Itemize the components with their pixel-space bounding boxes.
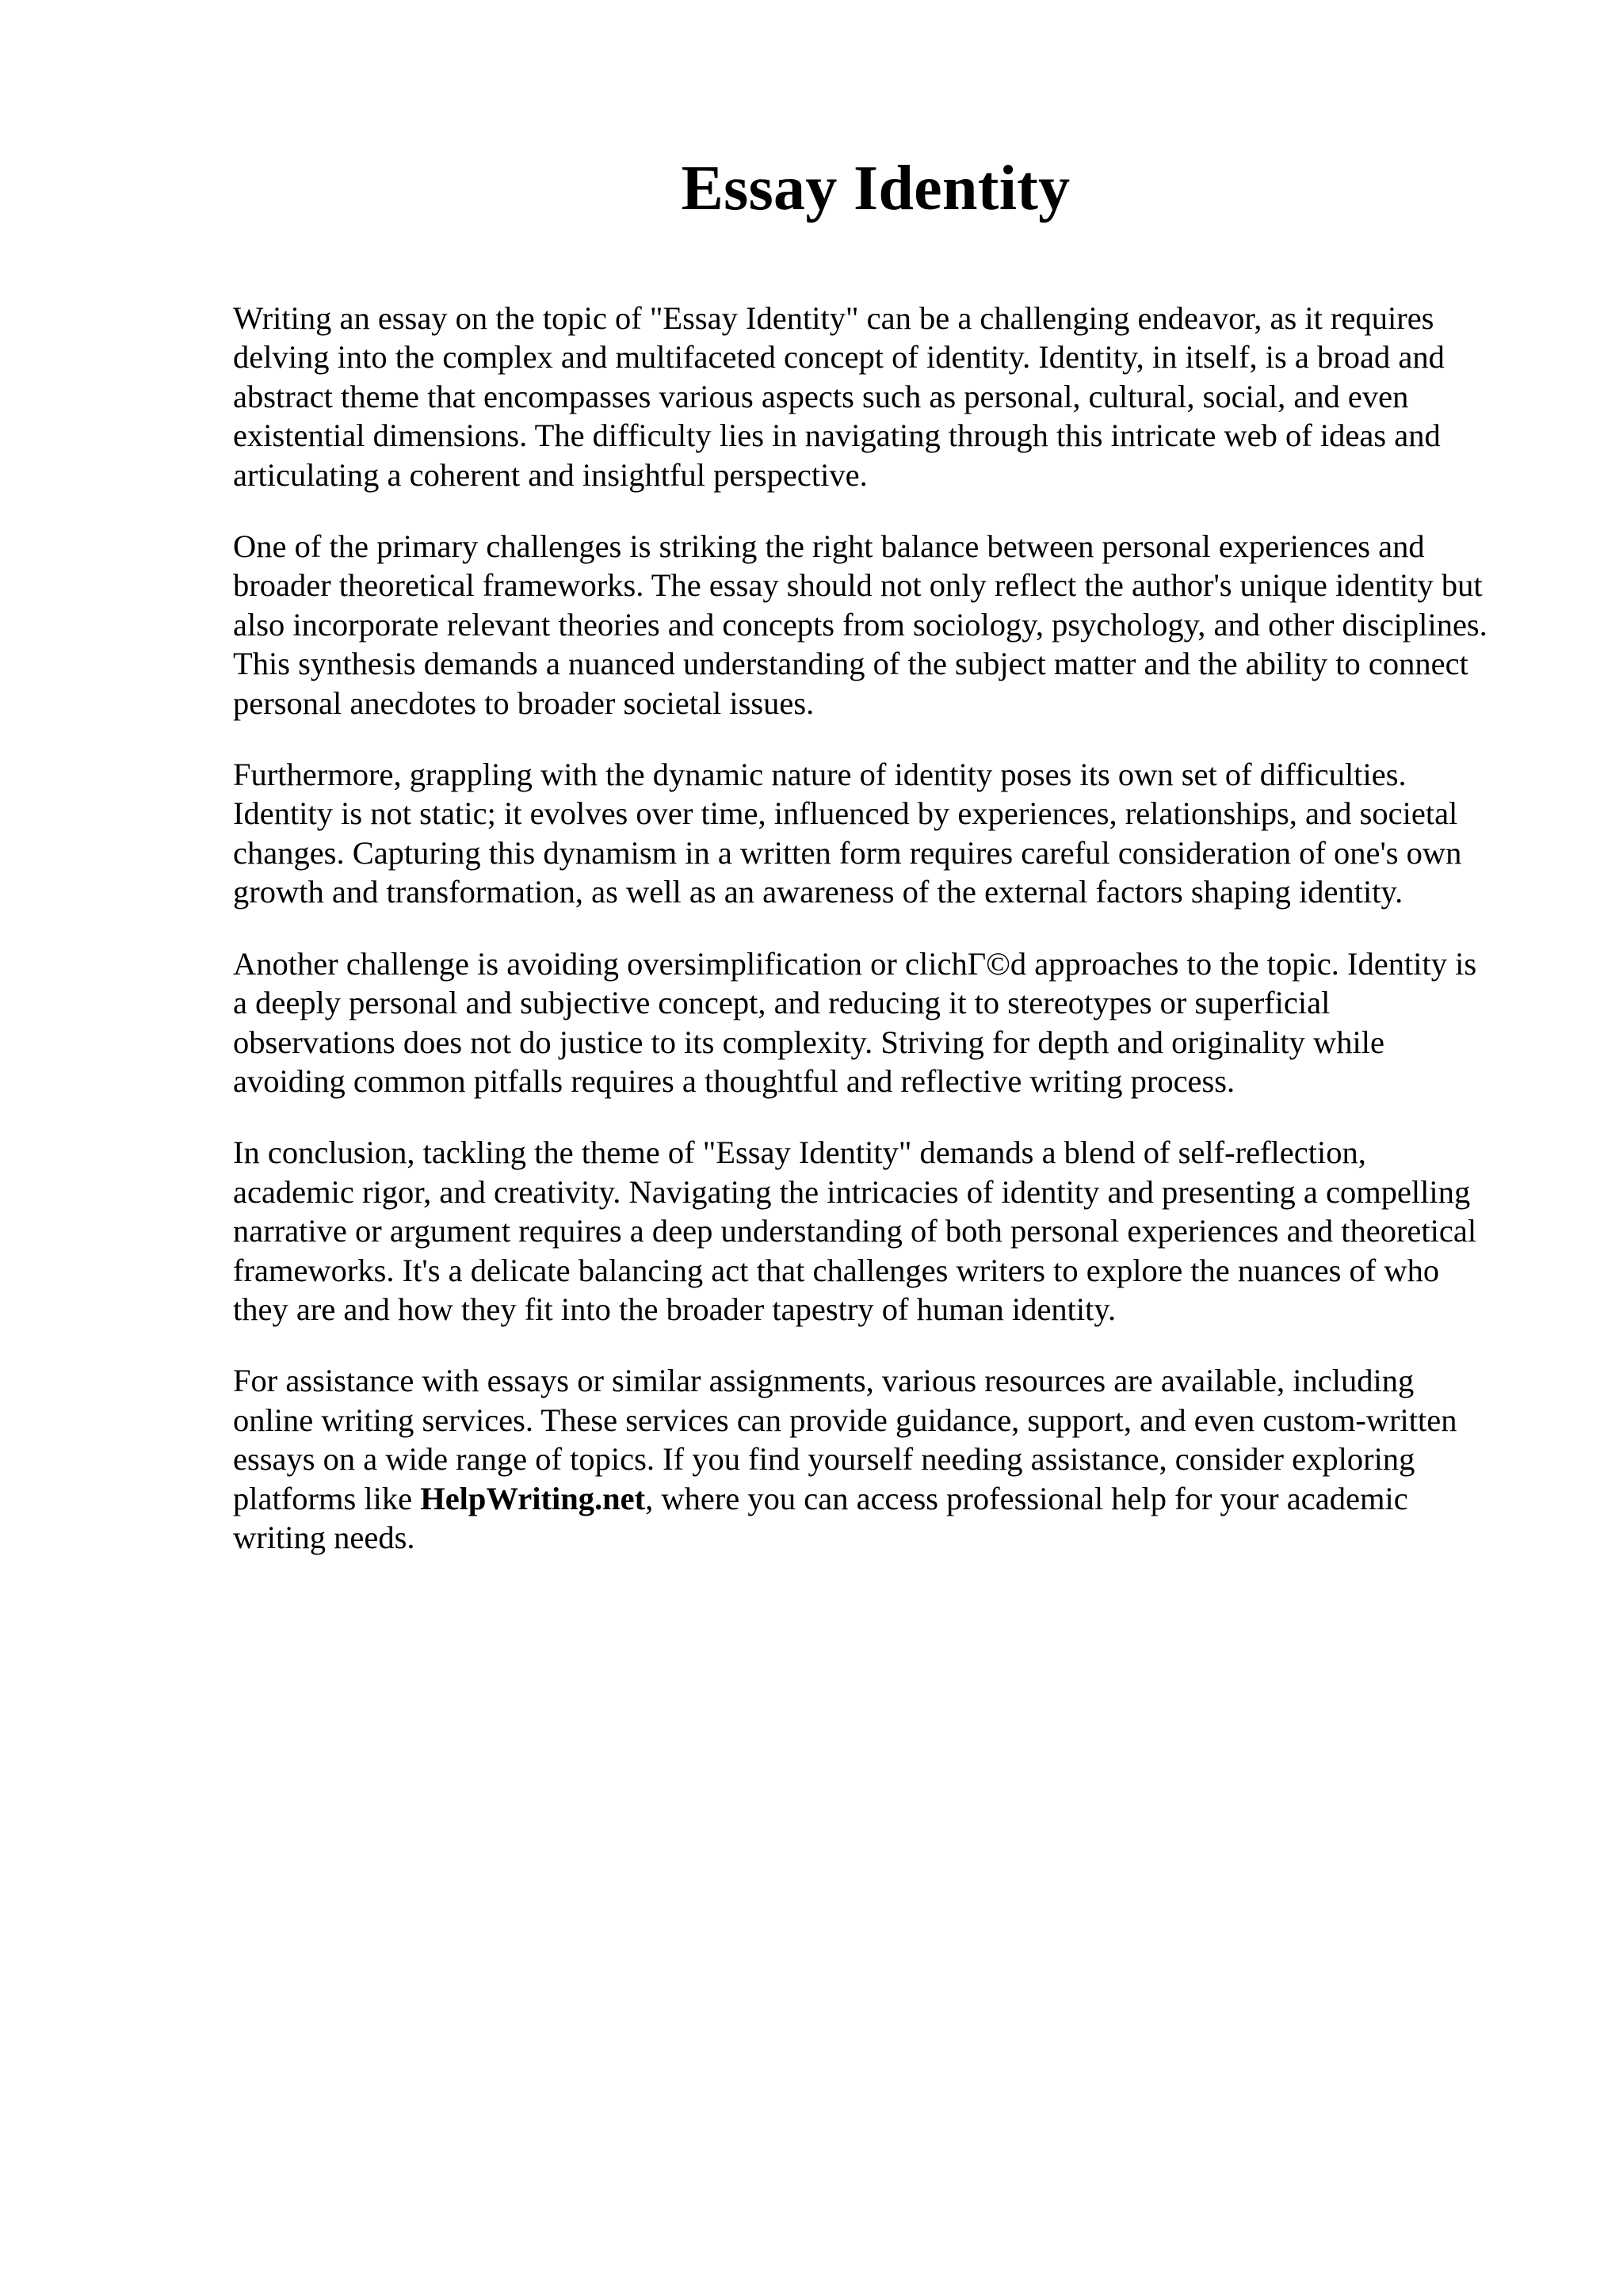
paragraph-line: they are and how they fit into the broader tapestry of human identity. <box>233 1291 1117 1327</box>
paragraph-line: articulating a coherent and insightful perspective. <box>233 456 868 493</box>
paragraph-line: personal anecdotes to broader societal issues. <box>233 685 815 721</box>
paragraph-3 <box>233 755 1533 912</box>
helpwriting-link[interactable]: HelpWriting.net <box>420 1480 646 1516</box>
paragraph-line: Identity is not static; it evolves over time, influenced by experiences, relationships, and societal <box>233 795 1458 832</box>
paragraph-line: One of the primary challenges is striking the right balance between personal experiences and <box>233 528 1425 565</box>
paragraph-line: frameworks. It's a delicate balancing act that challenges writers to explore the nuances of who <box>233 1252 1440 1288</box>
paragraph-line: also incorporate relevant theories and concepts from sociology, psychology, and other disciplines. <box>233 606 1487 643</box>
paragraph-line: For assistance with essays or similar assignments, various resources are available, including <box>233 1363 1415 1399</box>
paragraph-line: narrative or argument requires a deep understanding of both personal experiences and theoretical <box>233 1213 1477 1249</box>
paragraph-line: avoiding common pitfalls requires a thoughtful and reflective writing process. <box>233 1062 1235 1099</box>
closing-text-after-link: , where you can access professional help for your academic <box>645 1480 1408 1516</box>
page-title: Essay Identity <box>681 154 1071 223</box>
essay-body <box>233 299 1533 1589</box>
paragraph-line: writing needs. <box>233 1519 415 1555</box>
paragraph-line: Furthermore, grappling with the dynamic nature of identity poses its own set of difficulties. <box>233 757 1407 793</box>
paragraph-line: This synthesis demands a nuanced understanding of the subject matter and the ability to connect <box>233 646 1468 682</box>
paragraph-2 <box>233 527 1533 723</box>
paragraph-line: changes. Capturing this dynamism in a written form requires careful consideration of one's own <box>233 834 1462 871</box>
paragraph-1 <box>233 299 1533 494</box>
paragraph-line: Writing an essay on the topic of "Essay Identity" can be a challenging endeavor, as it requires <box>233 300 1434 336</box>
paragraph-line: In conclusion, tackling the theme of "Essay Identity" demands a blend of self-reflection, <box>233 1135 1366 1171</box>
paragraph-line: broader theoretical frameworks. The essay should not only reflect the author's unique identity but <box>233 567 1483 604</box>
paragraph-line: abstract theme that encompasses various aspects such as personal, cultural, social, and even <box>233 378 1409 414</box>
paragraph-line: growth and transformation, as well as an awareness of the external factors shaping identity. <box>233 874 1403 910</box>
paragraph-line: delving into the complex and multifaceted concept of identity. Identity, in itself, is a broad and <box>233 339 1445 376</box>
paragraph-line: academic rigor, and creativity. Navigating the intricacies of identity and presenting a compelling <box>233 1173 1471 1210</box>
paragraph-line: online writing services. These services can provide guidance, support, and even custom-written <box>233 1402 1457 1438</box>
paragraph-line <box>233 1479 1533 1518</box>
closing-text-before-link: platforms like <box>233 1480 421 1516</box>
paragraph-line: Another challenge is avoiding oversimplification or clichΓ©d approaches to the topic. Identity is <box>233 945 1477 982</box>
paragraph-line: essays on a wide range of topics. If you find yourself needing assistance, consider exploring <box>233 1441 1415 1478</box>
paragraph-line: existential dimensions. The difficulty lies in navigating through this intricate web of ideas and <box>233 418 1441 454</box>
paragraph-line: a deeply personal and subjective concept, and reducing it to stereotypes or superficial <box>233 985 1331 1021</box>
paragraph-closing <box>233 1361 1533 1557</box>
paragraph-line: observations does not do justice to its complexity. Striving for depth and originality while <box>233 1024 1384 1060</box>
paragraph-5 <box>233 1133 1533 1329</box>
paragraph-4 <box>233 944 1533 1101</box>
